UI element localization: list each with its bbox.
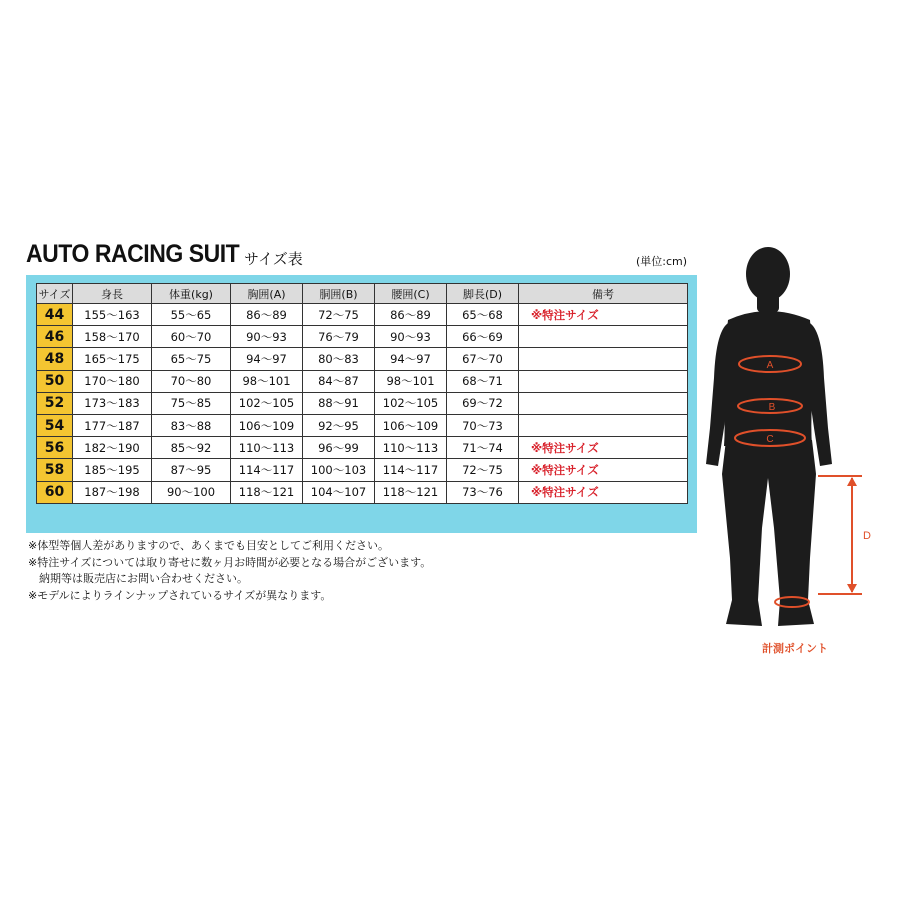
col-header-hip: 腰囲(C)	[375, 284, 447, 304]
unit-label: (単位:cm)	[636, 255, 688, 268]
silhouette-head	[746, 247, 790, 301]
table-header-row	[37, 284, 688, 304]
col-header-chest: 胸囲(A)	[231, 284, 303, 304]
table-row	[37, 414, 688, 436]
inseam-cell: 68～71	[447, 370, 519, 392]
size-cell: 48	[37, 348, 73, 370]
hip-cell: 118～121	[375, 481, 447, 503]
remarks-cell: ※特注サイズ	[519, 481, 688, 503]
hip-cell: 90～93	[375, 326, 447, 348]
weight-cell: 90～100	[152, 481, 231, 503]
col-header-height: 身長	[73, 284, 152, 304]
size-cell: 50	[37, 370, 73, 392]
waist-cell: 72～75	[303, 304, 375, 326]
height-cell: 182～190	[73, 437, 152, 459]
page-title: AUTO RACING SUIT	[26, 240, 240, 268]
weight-cell: 75～85	[152, 392, 231, 414]
silhouette-torso	[722, 311, 814, 446]
weight-cell: 83～88	[152, 414, 231, 436]
size-cell: 54	[37, 414, 73, 436]
measurement-figure	[700, 228, 900, 668]
chest-cell: 118～121	[231, 481, 303, 503]
waist-cell: 80～83	[303, 348, 375, 370]
table-row	[37, 326, 688, 348]
footnotes	[28, 538, 431, 604]
chest-cell: 86～89	[231, 304, 303, 326]
height-cell: 155～163	[73, 304, 152, 326]
chest-label: A	[766, 360, 774, 371]
size-cell: 56	[37, 437, 73, 459]
height-cell: 177～187	[73, 414, 152, 436]
hip-cell: 102～105	[375, 392, 447, 414]
height-cell: 185～195	[73, 459, 152, 481]
inseam-cell: 73～76	[447, 481, 519, 503]
col-header-weight: 体重(kg)	[152, 284, 231, 304]
hip-cell: 106～109	[375, 414, 447, 436]
remarks-cell	[519, 326, 688, 348]
table-row	[37, 481, 688, 503]
waist-cell: 92～95	[303, 414, 375, 436]
page-subtitle: サイズ表	[244, 250, 303, 268]
hip-cell: 86～89	[375, 304, 447, 326]
waist-cell: 88～91	[303, 392, 375, 414]
remarks-cell: ※特注サイズ	[519, 304, 688, 326]
hip-cell: 110～113	[375, 437, 447, 459]
waist-label: B	[768, 402, 776, 413]
col-header-size: サイズ	[37, 284, 73, 304]
weight-cell: 70～80	[152, 370, 231, 392]
waist-cell: 96～99	[303, 437, 375, 459]
waist-cell: 84～87	[303, 370, 375, 392]
inseam-cell: 67～70	[447, 348, 519, 370]
inseam-label: D	[863, 530, 871, 542]
size-cell: 46	[37, 326, 73, 348]
silhouette-neck	[757, 294, 779, 312]
chest-cell: 94～97	[231, 348, 303, 370]
waist-cell: 104～107	[303, 481, 375, 503]
chest-cell: 106～109	[231, 414, 303, 436]
size-cell: 60	[37, 481, 73, 503]
chest-cell: 114～117	[231, 459, 303, 481]
weight-cell: 60～70	[152, 326, 231, 348]
inseam-cell: 71～74	[447, 437, 519, 459]
remarks-cell	[519, 392, 688, 414]
height-cell: 158～170	[73, 326, 152, 348]
hip-cell: 98～101	[375, 370, 447, 392]
waist-cell: 76～79	[303, 326, 375, 348]
height-cell: 187～198	[73, 481, 152, 503]
size-table	[36, 283, 688, 504]
col-header-inseam: 脚長(D)	[447, 284, 519, 304]
weight-cell: 87～95	[152, 459, 231, 481]
table-header	[37, 284, 688, 304]
hip-cell: 94～97	[375, 348, 447, 370]
col-header-waist: 胴囲(B)	[303, 284, 375, 304]
footnote: ※特注サイズについては取り寄せに数ヶ月お時間が必要となる場合がございます。	[28, 555, 432, 569]
footnote: ※体型等個人差がありますので、あくまでも目安としてご利用ください。	[28, 539, 389, 552]
weight-cell: 55～65	[152, 304, 231, 326]
table-row	[37, 348, 688, 370]
measurement-caption: 計測ポイント	[762, 642, 828, 655]
hip-cell: 114～117	[375, 459, 447, 481]
remarks-cell	[519, 414, 688, 436]
height-cell: 165～175	[73, 348, 152, 370]
table-row	[37, 370, 688, 392]
table-row	[37, 304, 688, 326]
table-row	[37, 459, 688, 481]
size-cell: 44	[37, 304, 73, 326]
hip-label: C	[766, 434, 774, 445]
chest-cell: 98～101	[231, 370, 303, 392]
inseam-cell: 72～75	[447, 459, 519, 481]
remarks-cell	[519, 348, 688, 370]
inseam-cell: 70～73	[447, 414, 519, 436]
inseam-cell: 65～68	[447, 304, 519, 326]
weight-cell: 65～75	[152, 348, 231, 370]
col-header-remarks: 備考	[519, 284, 688, 304]
height-cell: 170～180	[73, 370, 152, 392]
size-cell: 58	[37, 459, 73, 481]
waist-cell: 100～103	[303, 459, 375, 481]
footnote: 納期等は販売店にお問い合わせください。	[28, 572, 248, 585]
footnote: ※モデルによりラインナップされているサイズが異なります。	[28, 588, 332, 602]
remarks-cell: ※特注サイズ	[519, 437, 688, 459]
table-row	[37, 437, 688, 459]
inseam-cell: 66～69	[447, 326, 519, 348]
table-body	[37, 304, 688, 504]
table-row	[37, 392, 688, 414]
remarks-cell: ※特注サイズ	[519, 459, 688, 481]
chest-cell: 90～93	[231, 326, 303, 348]
weight-cell: 85～92	[152, 437, 231, 459]
inseam-cell: 69～72	[447, 392, 519, 414]
height-cell: 173～183	[73, 392, 152, 414]
chest-cell: 110～113	[231, 437, 303, 459]
chest-cell: 102～105	[231, 392, 303, 414]
remarks-cell	[519, 370, 688, 392]
size-cell: 52	[37, 392, 73, 414]
